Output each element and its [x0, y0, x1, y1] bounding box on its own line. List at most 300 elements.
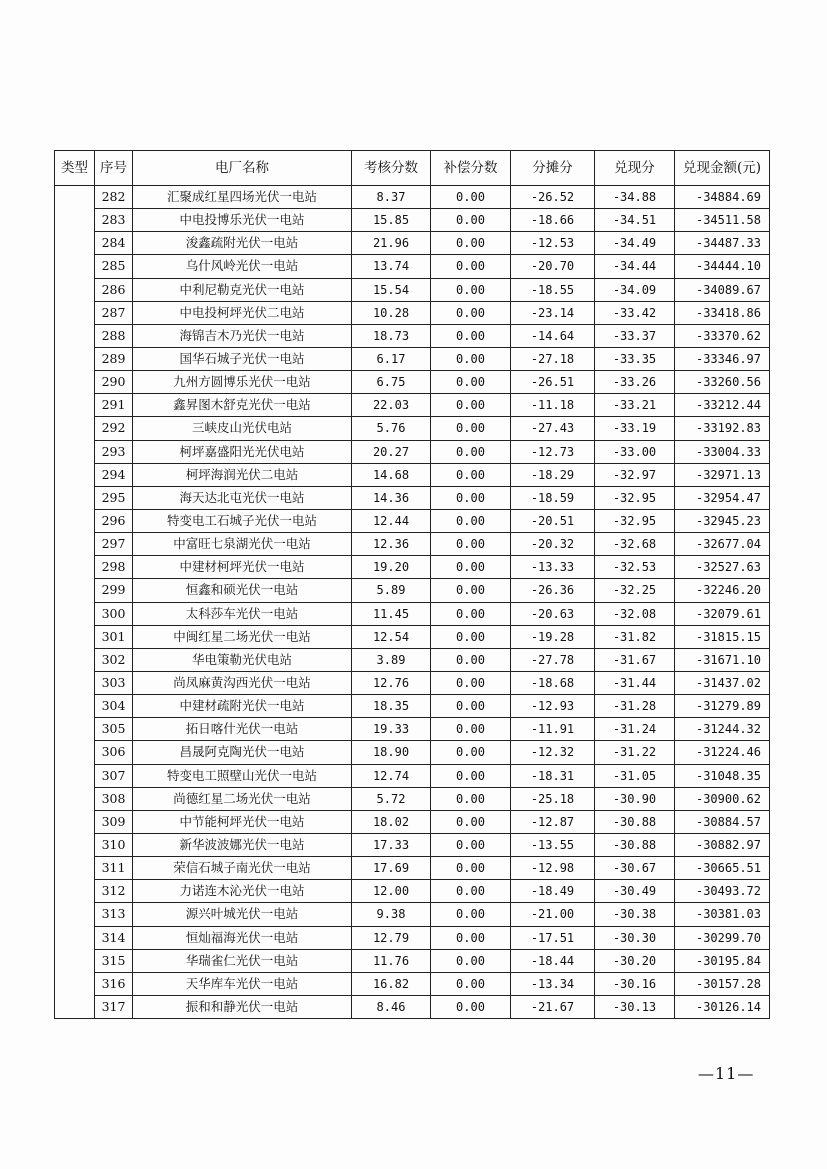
- plant-name-cell: 国华石城子光伏一电站: [133, 347, 352, 370]
- seq-cell: 310: [95, 833, 133, 856]
- comp-score-cell: 0.00: [431, 232, 511, 255]
- seq-cell: 298: [95, 556, 133, 579]
- amount-cell: -32945.23: [675, 509, 770, 532]
- seq-cell: 282: [95, 186, 133, 209]
- amount-cell: -31671.10: [675, 648, 770, 671]
- table-header-row: [55, 151, 770, 186]
- seq-cell: 313: [95, 903, 133, 926]
- table-body: [55, 186, 770, 1019]
- table-row: [55, 579, 770, 602]
- share-score-cell: -18.68: [511, 671, 595, 694]
- header-name: 电厂名称: [133, 151, 352, 186]
- amount-cell: -33192.83: [675, 417, 770, 440]
- cash-score-cell: -32.25: [595, 579, 675, 602]
- amount-cell: -30299.70: [675, 926, 770, 949]
- cash-score-cell: -34.49: [595, 232, 675, 255]
- seq-cell: 297: [95, 533, 133, 556]
- comp-score-cell: 0.00: [431, 186, 511, 209]
- header-cash: 兑现分: [595, 151, 675, 186]
- share-score-cell: -12.73: [511, 440, 595, 463]
- cash-score-cell: -31.22: [595, 741, 675, 764]
- amount-cell: -33346.97: [675, 347, 770, 370]
- plant-name-cell: 海天达北屯光伏一电站: [133, 486, 352, 509]
- share-score-cell: -18.49: [511, 880, 595, 903]
- assess-score-cell: 18.90: [352, 741, 431, 764]
- table-row: [55, 695, 770, 718]
- cash-score-cell: -34.88: [595, 186, 675, 209]
- comp-score-cell: 0.00: [431, 764, 511, 787]
- comp-score-cell: 0.00: [431, 486, 511, 509]
- seq-cell: 315: [95, 949, 133, 972]
- share-score-cell: -11.91: [511, 718, 595, 741]
- assess-score-cell: 12.00: [352, 880, 431, 903]
- table-row: [55, 556, 770, 579]
- table-row: [55, 810, 770, 833]
- header-share: 分摊分: [511, 151, 595, 186]
- table-row: [55, 533, 770, 556]
- comp-score-cell: 0.00: [431, 347, 511, 370]
- plant-name-cell: 三峡皮山光伏电站: [133, 417, 352, 440]
- table-row: [55, 324, 770, 347]
- seq-cell: 287: [95, 301, 133, 324]
- amount-cell: -32954.47: [675, 486, 770, 509]
- table-row: [55, 463, 770, 486]
- comp-score-cell: 0.00: [431, 995, 511, 1018]
- plant-name-cell: 中闽红星二场光伏一电站: [133, 625, 352, 648]
- plant-name-cell: 尚凤麻黄沟西光伏一电站: [133, 671, 352, 694]
- comp-score-cell: 0.00: [431, 949, 511, 972]
- table-row: [55, 440, 770, 463]
- plant-name-cell: 中建材疏附光伏一电站: [133, 695, 352, 718]
- amount-cell: -31244.32: [675, 718, 770, 741]
- seq-cell: 304: [95, 695, 133, 718]
- share-score-cell: -18.31: [511, 764, 595, 787]
- amount-cell: -32971.13: [675, 463, 770, 486]
- assess-score-cell: 18.73: [352, 324, 431, 347]
- comp-score-cell: 0.00: [431, 926, 511, 949]
- assess-score-cell: 12.76: [352, 671, 431, 694]
- plant-name-cell: 九州方圆博乐光伏一电站: [133, 371, 352, 394]
- share-score-cell: -20.32: [511, 533, 595, 556]
- comp-score-cell: 0.00: [431, 718, 511, 741]
- plant-name-cell: 华瑞雀仁光伏一电站: [133, 949, 352, 972]
- share-score-cell: -12.32: [511, 741, 595, 764]
- cash-score-cell: -33.00: [595, 440, 675, 463]
- share-score-cell: -18.55: [511, 278, 595, 301]
- comp-score-cell: 0.00: [431, 787, 511, 810]
- assess-score-cell: 5.72: [352, 787, 431, 810]
- plant-name-cell: 中建材柯坪光伏一电站: [133, 556, 352, 579]
- cash-score-cell: -31.67: [595, 648, 675, 671]
- cash-score-cell: -31.82: [595, 625, 675, 648]
- cash-score-cell: -34.51: [595, 209, 675, 232]
- comp-score-cell: 0.00: [431, 324, 511, 347]
- plant-name-cell: 鑫昇图木舒克光伏一电站: [133, 394, 352, 417]
- amount-cell: -30884.57: [675, 810, 770, 833]
- page-number: —11—: [698, 1064, 755, 1083]
- plant-name-cell: 特变电工照壁山光伏一电站: [133, 764, 352, 787]
- table-row: [55, 417, 770, 440]
- seq-cell: 292: [95, 417, 133, 440]
- amount-cell: -30381.03: [675, 903, 770, 926]
- plant-name-cell: 力诺连木沁光伏一电站: [133, 880, 352, 903]
- comp-score-cell: 0.00: [431, 301, 511, 324]
- assess-score-cell: 14.36: [352, 486, 431, 509]
- header-type: 类型: [55, 151, 95, 186]
- share-score-cell: -11.18: [511, 394, 595, 417]
- table-row: [55, 764, 770, 787]
- assess-score-cell: 18.35: [352, 695, 431, 718]
- comp-score-cell: 0.00: [431, 371, 511, 394]
- table-row: [55, 486, 770, 509]
- plant-name-cell: 中节能柯坪光伏一电站: [133, 810, 352, 833]
- cash-score-cell: -32.08: [595, 602, 675, 625]
- assess-score-cell: 8.46: [352, 995, 431, 1018]
- plant-name-cell: 太科莎车光伏一电站: [133, 602, 352, 625]
- plant-name-cell: 汇聚成红星四场光伏一电站: [133, 186, 352, 209]
- plant-name-cell: 中电投博乐光伏一电站: [133, 209, 352, 232]
- amount-cell: -31048.35: [675, 764, 770, 787]
- table-row: [55, 972, 770, 995]
- cash-score-cell: -33.26: [595, 371, 675, 394]
- seq-cell: 302: [95, 648, 133, 671]
- share-score-cell: -25.18: [511, 787, 595, 810]
- assess-score-cell: 15.85: [352, 209, 431, 232]
- share-score-cell: -26.51: [511, 371, 595, 394]
- table-row: [55, 255, 770, 278]
- plant-name-cell: 拓日喀什光伏一电站: [133, 718, 352, 741]
- amount-cell: -30126.14: [675, 995, 770, 1018]
- share-score-cell: -18.29: [511, 463, 595, 486]
- assess-score-cell: 15.54: [352, 278, 431, 301]
- assess-score-cell: 11.76: [352, 949, 431, 972]
- assess-score-cell: 17.33: [352, 833, 431, 856]
- plant-name-cell: 源兴叶城光伏一电站: [133, 903, 352, 926]
- share-score-cell: -13.34: [511, 972, 595, 995]
- amount-cell: -33418.86: [675, 301, 770, 324]
- amount-cell: -34884.69: [675, 186, 770, 209]
- assess-score-cell: 17.69: [352, 857, 431, 880]
- amount-cell: -30882.97: [675, 833, 770, 856]
- share-score-cell: -19.28: [511, 625, 595, 648]
- table-row: [55, 625, 770, 648]
- share-score-cell: -20.63: [511, 602, 595, 625]
- table-row: [55, 648, 770, 671]
- amount-cell: -30900.62: [675, 787, 770, 810]
- amount-cell: -34444.10: [675, 255, 770, 278]
- assess-score-cell: 12.79: [352, 926, 431, 949]
- seq-cell: 314: [95, 926, 133, 949]
- comp-score-cell: 0.00: [431, 556, 511, 579]
- amount-cell: -32246.20: [675, 579, 770, 602]
- seq-cell: 293: [95, 440, 133, 463]
- table-row: [55, 949, 770, 972]
- seq-cell: 300: [95, 602, 133, 625]
- plant-name-cell: 昌晟阿克陶光伏一电站: [133, 741, 352, 764]
- share-score-cell: -17.51: [511, 926, 595, 949]
- amount-cell: -32079.61: [675, 602, 770, 625]
- assess-score-cell: 5.76: [352, 417, 431, 440]
- header-amount: 兑现金额(元): [675, 151, 770, 186]
- comp-score-cell: 0.00: [431, 579, 511, 602]
- seq-cell: 295: [95, 486, 133, 509]
- comp-score-cell: 0.00: [431, 880, 511, 903]
- plant-name-cell: 华电策勒光伏电站: [133, 648, 352, 671]
- table-row: [55, 394, 770, 417]
- table-row: [55, 671, 770, 694]
- header-seq: 序号: [95, 151, 133, 186]
- seq-cell: 306: [95, 741, 133, 764]
- cash-score-cell: -34.09: [595, 278, 675, 301]
- table-row: [55, 509, 770, 532]
- share-score-cell: -23.14: [511, 301, 595, 324]
- table-row: [55, 232, 770, 255]
- plant-name-cell: 尚德红星二场光伏一电站: [133, 787, 352, 810]
- assess-score-cell: 14.68: [352, 463, 431, 486]
- comp-score-cell: 0.00: [431, 903, 511, 926]
- cash-score-cell: -32.95: [595, 486, 675, 509]
- cash-score-cell: -34.44: [595, 255, 675, 278]
- cash-score-cell: -33.35: [595, 347, 675, 370]
- plant-name-cell: 中富旺七泉湖光伏一电站: [133, 533, 352, 556]
- comp-score-cell: 0.00: [431, 695, 511, 718]
- table-row: [55, 602, 770, 625]
- assess-score-cell: 3.89: [352, 648, 431, 671]
- plant-name-cell: 柯坪嘉盛阳光光伏电站: [133, 440, 352, 463]
- assess-score-cell: 8.37: [352, 186, 431, 209]
- seq-cell: 289: [95, 347, 133, 370]
- plant-name-cell: 特变电工石城子光伏一电站: [133, 509, 352, 532]
- seq-cell: 305: [95, 718, 133, 741]
- table-row: [55, 718, 770, 741]
- cash-score-cell: -33.21: [595, 394, 675, 417]
- share-score-cell: -26.36: [511, 579, 595, 602]
- table-row: [55, 833, 770, 856]
- amount-cell: -31437.02: [675, 671, 770, 694]
- seq-cell: 291: [95, 394, 133, 417]
- seq-cell: 301: [95, 625, 133, 648]
- assess-score-cell: 21.96: [352, 232, 431, 255]
- comp-score-cell: 0.00: [431, 833, 511, 856]
- amount-cell: -31279.89: [675, 695, 770, 718]
- seq-cell: 288: [95, 324, 133, 347]
- cash-score-cell: -30.20: [595, 949, 675, 972]
- amount-cell: -30665.51: [675, 857, 770, 880]
- share-score-cell: -18.44: [511, 949, 595, 972]
- amount-cell: -31224.46: [675, 741, 770, 764]
- settlement-table: [54, 150, 770, 1019]
- assess-score-cell: 16.82: [352, 972, 431, 995]
- share-score-cell: -27.18: [511, 347, 595, 370]
- amount-cell: -34487.33: [675, 232, 770, 255]
- seq-cell: 299: [95, 579, 133, 602]
- seq-cell: 317: [95, 995, 133, 1018]
- comp-score-cell: 0.00: [431, 463, 511, 486]
- assess-score-cell: 12.36: [352, 533, 431, 556]
- cash-score-cell: -33.19: [595, 417, 675, 440]
- share-score-cell: -12.53: [511, 232, 595, 255]
- assess-score-cell: 19.20: [352, 556, 431, 579]
- cash-score-cell: -30.67: [595, 857, 675, 880]
- cash-score-cell: -31.05: [595, 764, 675, 787]
- assess-score-cell: 11.45: [352, 602, 431, 625]
- table-row: [55, 347, 770, 370]
- seq-cell: 290: [95, 371, 133, 394]
- assess-score-cell: 20.27: [352, 440, 431, 463]
- share-score-cell: -21.00: [511, 903, 595, 926]
- cash-score-cell: -31.44: [595, 671, 675, 694]
- table-row: [55, 301, 770, 324]
- plant-name-cell: 海锦吉木乃光伏一电站: [133, 324, 352, 347]
- seq-cell: 283: [95, 209, 133, 232]
- cash-score-cell: -33.42: [595, 301, 675, 324]
- plant-name-cell: 新华波波娜光伏一电站: [133, 833, 352, 856]
- table-row: [55, 926, 770, 949]
- share-score-cell: -26.52: [511, 186, 595, 209]
- cash-score-cell: -30.90: [595, 787, 675, 810]
- seq-cell: 294: [95, 463, 133, 486]
- cash-score-cell: -30.49: [595, 880, 675, 903]
- seq-cell: 311: [95, 857, 133, 880]
- table-row: [55, 880, 770, 903]
- amount-cell: -32677.04: [675, 533, 770, 556]
- cash-score-cell: -32.95: [595, 509, 675, 532]
- comp-score-cell: 0.00: [431, 440, 511, 463]
- seq-cell: 303: [95, 671, 133, 694]
- assess-score-cell: 22.03: [352, 394, 431, 417]
- share-score-cell: -27.78: [511, 648, 595, 671]
- cash-score-cell: -31.28: [595, 695, 675, 718]
- comp-score-cell: 0.00: [431, 533, 511, 556]
- cash-score-cell: -31.24: [595, 718, 675, 741]
- amount-cell: -33212.44: [675, 394, 770, 417]
- assess-score-cell: 18.02: [352, 810, 431, 833]
- table-row: [55, 995, 770, 1018]
- amount-cell: -34089.67: [675, 278, 770, 301]
- amount-cell: -30493.72: [675, 880, 770, 903]
- comp-score-cell: 0.00: [431, 972, 511, 995]
- amount-cell: -33370.62: [675, 324, 770, 347]
- comp-score-cell: 0.00: [431, 625, 511, 648]
- table-row: [55, 857, 770, 880]
- share-score-cell: -12.87: [511, 810, 595, 833]
- cash-score-cell: -30.88: [595, 833, 675, 856]
- seq-cell: 285: [95, 255, 133, 278]
- header-comp: 补偿分数: [431, 151, 511, 186]
- share-score-cell: -27.43: [511, 417, 595, 440]
- comp-score-cell: 0.00: [431, 602, 511, 625]
- cash-score-cell: -33.37: [595, 324, 675, 347]
- header-assess: 考核分数: [352, 151, 431, 186]
- table-row: [55, 741, 770, 764]
- plant-name-cell: 浚鑫疏附光伏一电站: [133, 232, 352, 255]
- assess-score-cell: 5.89: [352, 579, 431, 602]
- amount-cell: -34511.58: [675, 209, 770, 232]
- plant-name-cell: 振和和静光伏一电站: [133, 995, 352, 1018]
- share-score-cell: -12.98: [511, 857, 595, 880]
- plant-name-cell: 中利尼勒克光伏一电站: [133, 278, 352, 301]
- seq-cell: 312: [95, 880, 133, 903]
- seq-cell: 309: [95, 810, 133, 833]
- assess-score-cell: 9.38: [352, 903, 431, 926]
- amount-cell: -31815.15: [675, 625, 770, 648]
- share-score-cell: -13.55: [511, 833, 595, 856]
- seq-cell: 316: [95, 972, 133, 995]
- plant-name-cell: 中电投柯坪光伏二电站: [133, 301, 352, 324]
- plant-name-cell: 天华库车光伏一电站: [133, 972, 352, 995]
- assess-score-cell: 6.17: [352, 347, 431, 370]
- plant-name-cell: 乌什风岭光伏一电站: [133, 255, 352, 278]
- plant-name-cell: 荣信石城子南光伏一电站: [133, 857, 352, 880]
- cash-score-cell: -30.16: [595, 972, 675, 995]
- amount-cell: -30195.84: [675, 949, 770, 972]
- amount-cell: -33004.33: [675, 440, 770, 463]
- table-row: [55, 278, 770, 301]
- amount-cell: -33260.56: [675, 371, 770, 394]
- cash-score-cell: -30.30: [595, 926, 675, 949]
- comp-score-cell: 0.00: [431, 509, 511, 532]
- plant-name-cell: 恒鑫和硕光伏一电站: [133, 579, 352, 602]
- cash-score-cell: -32.68: [595, 533, 675, 556]
- share-score-cell: -21.67: [511, 995, 595, 1018]
- seq-cell: 286: [95, 278, 133, 301]
- comp-score-cell: 0.00: [431, 741, 511, 764]
- share-score-cell: -20.70: [511, 255, 595, 278]
- assess-score-cell: 19.33: [352, 718, 431, 741]
- share-score-cell: -18.66: [511, 209, 595, 232]
- comp-score-cell: 0.00: [431, 209, 511, 232]
- comp-score-cell: 0.00: [431, 857, 511, 880]
- plant-name-cell: 柯坪海润光伏二电站: [133, 463, 352, 486]
- assess-score-cell: 13.74: [352, 255, 431, 278]
- table-row: [55, 787, 770, 810]
- assess-score-cell: 12.74: [352, 764, 431, 787]
- amount-cell: -32527.63: [675, 556, 770, 579]
- table-row: [55, 209, 770, 232]
- seq-cell: 296: [95, 509, 133, 532]
- comp-score-cell: 0.00: [431, 394, 511, 417]
- share-score-cell: -14.64: [511, 324, 595, 347]
- assess-score-cell: 12.44: [352, 509, 431, 532]
- comp-score-cell: 0.00: [431, 417, 511, 440]
- comp-score-cell: 0.00: [431, 810, 511, 833]
- table-row: [55, 903, 770, 926]
- assess-score-cell: 12.54: [352, 625, 431, 648]
- assess-score-cell: 10.28: [352, 301, 431, 324]
- cash-score-cell: -32.53: [595, 556, 675, 579]
- share-score-cell: -12.93: [511, 695, 595, 718]
- seq-cell: 308: [95, 787, 133, 810]
- share-score-cell: -18.59: [511, 486, 595, 509]
- table-row: [55, 371, 770, 394]
- cash-score-cell: -30.13: [595, 995, 675, 1018]
- seq-cell: 307: [95, 764, 133, 787]
- plant-name-cell: 恒灿福海光伏一电站: [133, 926, 352, 949]
- seq-cell: 284: [95, 232, 133, 255]
- cash-score-cell: -32.97: [595, 463, 675, 486]
- assess-score-cell: 6.75: [352, 371, 431, 394]
- comp-score-cell: 0.00: [431, 648, 511, 671]
- cash-score-cell: -30.88: [595, 810, 675, 833]
- share-score-cell: -20.51: [511, 509, 595, 532]
- cash-score-cell: -30.38: [595, 903, 675, 926]
- type-cell: [55, 186, 95, 1019]
- comp-score-cell: 0.00: [431, 278, 511, 301]
- comp-score-cell: 0.00: [431, 255, 511, 278]
- share-score-cell: -13.33: [511, 556, 595, 579]
- amount-cell: -30157.28: [675, 972, 770, 995]
- comp-score-cell: 0.00: [431, 671, 511, 694]
